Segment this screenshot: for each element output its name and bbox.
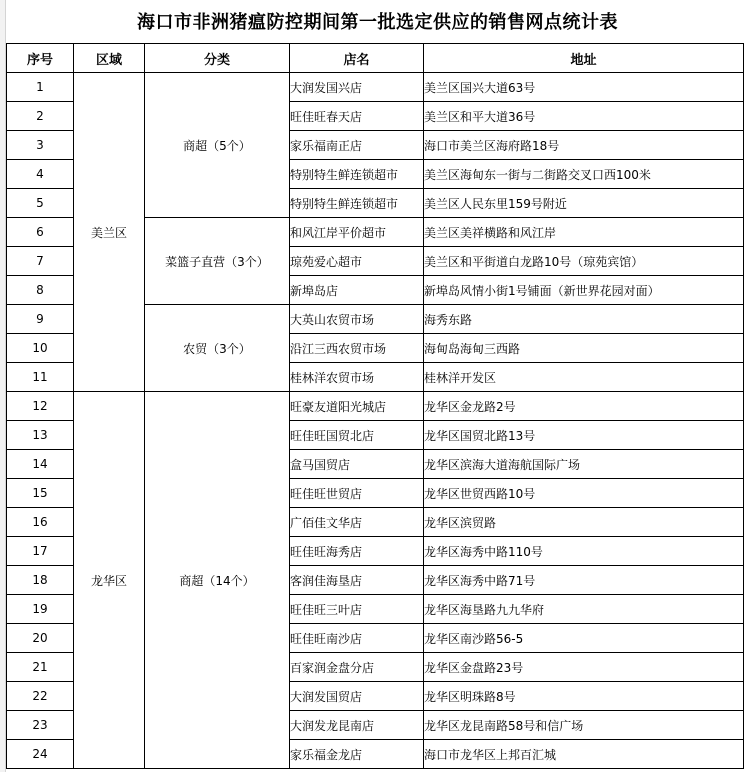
cell-serial-no[interactable]: 2 xyxy=(7,102,74,131)
cell-store-name[interactable]: 大润发国兴店 xyxy=(290,73,424,102)
cell-address[interactable]: 龙华区世贸西路10号 xyxy=(424,479,744,508)
cell-serial-no[interactable]: 7 xyxy=(7,247,74,276)
cell-store-name[interactable]: 旺豪友道阳光城店 xyxy=(290,392,424,421)
cell-address[interactable]: 海口市美兰区海府路18号 xyxy=(424,131,744,160)
cell-address[interactable]: 龙华区南沙路56-5 xyxy=(424,624,744,653)
cell-store-name[interactable]: 家乐福南正店 xyxy=(290,131,424,160)
cell-store-name[interactable]: 特别特生鲜连锁超市 xyxy=(290,160,424,189)
cell-address[interactable]: 美兰区国兴大道63号 xyxy=(424,73,744,102)
cell-store-name[interactable]: 特别特生鲜连锁超市 xyxy=(290,189,424,218)
cell-category[interactable]: 商超（14个） xyxy=(145,392,290,769)
cell-category[interactable]: 农贸（3个） xyxy=(145,305,290,392)
cell-serial-no[interactable]: 24 xyxy=(7,740,74,769)
cell-address[interactable]: 龙华区海秀中路71号 xyxy=(424,566,744,595)
cell-serial-no[interactable]: 11 xyxy=(7,363,74,392)
cell-address[interactable]: 龙华区金龙路2号 xyxy=(424,392,744,421)
cell-address[interactable]: 美兰区人民东里159号附近 xyxy=(424,189,744,218)
cell-store-name[interactable]: 旺佳旺南沙店 xyxy=(290,624,424,653)
cell-address[interactable]: 桂林洋开发区 xyxy=(424,363,744,392)
cell-store-name[interactable]: 新埠岛店 xyxy=(290,276,424,305)
cell-serial-no[interactable]: 16 xyxy=(7,508,74,537)
cell-address[interactable]: 美兰区海甸东一街与二街路交叉口西100米 xyxy=(424,160,744,189)
cell-region[interactable]: 龙华区 xyxy=(74,392,145,769)
cell-serial-no[interactable]: 14 xyxy=(7,450,74,479)
cell-serial-no[interactable]: 8 xyxy=(7,276,74,305)
cell-serial-no[interactable]: 10 xyxy=(7,334,74,363)
cell-address[interactable]: 龙华区国贸北路13号 xyxy=(424,421,744,450)
cell-store-name[interactable]: 广佰佳文华店 xyxy=(290,508,424,537)
outlet-table xyxy=(6,43,744,769)
cell-store-name[interactable]: 盒马国贸店 xyxy=(290,450,424,479)
cell-store-name[interactable]: 大英山农贸市场 xyxy=(290,305,424,334)
cell-store-name[interactable]: 旺佳旺海秀店 xyxy=(290,537,424,566)
cell-serial-no[interactable]: 3 xyxy=(7,131,74,160)
cell-address[interactable]: 海口市龙华区上邦百汇城 xyxy=(424,740,744,769)
header-cell-no[interactable]: 序号 xyxy=(7,44,74,73)
cell-address[interactable]: 龙华区海垦路九九华府 xyxy=(424,595,744,624)
cell-serial-no[interactable]: 6 xyxy=(7,218,74,247)
header-cell-address[interactable]: 地址 xyxy=(424,44,744,73)
cell-store-name[interactable]: 百家润金盘分店 xyxy=(290,653,424,682)
cell-address[interactable]: 新埠岛风情小街1号铺面（新世界花园对面） xyxy=(424,276,744,305)
table-row xyxy=(7,73,744,102)
cell-serial-no[interactable]: 23 xyxy=(7,711,74,740)
cell-store-name[interactable]: 家乐福金龙店 xyxy=(290,740,424,769)
cell-store-name[interactable]: 沿江三西农贸市场 xyxy=(290,334,424,363)
cell-address[interactable]: 海甸岛海甸三西路 xyxy=(424,334,744,363)
cell-store-name[interactable]: 和风江岸平价超市 xyxy=(290,218,424,247)
cell-address[interactable]: 龙华区金盘路23号 xyxy=(424,653,744,682)
header-cell-category[interactable]: 分类 xyxy=(145,44,290,73)
sheet-title: 海口市非洲猪瘟防控期间第一批选定供应的销售网点统计表 xyxy=(137,12,618,33)
cell-address[interactable]: 美兰区美祥横路和风江岸 xyxy=(424,218,744,247)
cell-address[interactable]: 龙华区海秀中路110号 xyxy=(424,537,744,566)
cell-region[interactable]: 美兰区 xyxy=(74,73,145,392)
header-cell-store-name[interactable]: 店名 xyxy=(290,44,424,73)
cell-address[interactable]: 美兰区和平大道36号 xyxy=(424,102,744,131)
cell-category[interactable]: 菜篮子直营（3个） xyxy=(145,218,290,305)
header-row xyxy=(7,44,744,73)
cell-store-name[interactable]: 旺佳旺春天店 xyxy=(290,102,424,131)
cell-serial-no[interactable]: 18 xyxy=(7,566,74,595)
cell-category[interactable]: 商超（5个） xyxy=(145,73,290,218)
cell-serial-no[interactable]: 9 xyxy=(7,305,74,334)
cell-address[interactable]: 龙华区明珠路8号 xyxy=(424,682,744,711)
cell-serial-no[interactable]: 22 xyxy=(7,682,74,711)
cell-store-name[interactable]: 大润发国贸店 xyxy=(290,682,424,711)
cell-store-name[interactable]: 大润发龙昆南店 xyxy=(290,711,424,740)
cell-store-name[interactable]: 旺佳旺国贸北店 xyxy=(290,421,424,450)
cell-address[interactable]: 龙华区滨贸路 xyxy=(424,508,744,537)
cell-store-name[interactable]: 桂林洋农贸市场 xyxy=(290,363,424,392)
table-row xyxy=(7,392,744,421)
cell-address[interactable]: 海秀东路 xyxy=(424,305,744,334)
cell-serial-no[interactable]: 17 xyxy=(7,537,74,566)
cell-address[interactable]: 美兰区和平街道白龙路10号（琼苑宾馆） xyxy=(424,247,744,276)
cell-store-name[interactable]: 琼苑爱心超市 xyxy=(290,247,424,276)
header-cell-area[interactable]: 区域 xyxy=(74,44,145,73)
cell-serial-no[interactable]: 19 xyxy=(7,595,74,624)
cell-address[interactable]: 龙华区龙昆南路58号和信广场 xyxy=(424,711,744,740)
cell-serial-no[interactable]: 13 xyxy=(7,421,74,450)
cell-serial-no[interactable]: 21 xyxy=(7,653,74,682)
cell-serial-no[interactable]: 4 xyxy=(7,160,74,189)
cell-address[interactable]: 龙华区滨海大道海航国际广场 xyxy=(424,450,744,479)
cell-serial-no[interactable]: 20 xyxy=(7,624,74,653)
cell-serial-no[interactable]: 5 xyxy=(7,189,74,218)
cell-store-name[interactable]: 旺佳旺世贸店 xyxy=(290,479,424,508)
cell-serial-no[interactable]: 12 xyxy=(7,392,74,421)
cell-store-name[interactable]: 客润佳海垦店 xyxy=(290,566,424,595)
cell-serial-no[interactable]: 15 xyxy=(7,479,74,508)
cell-serial-no[interactable]: 1 xyxy=(7,73,74,102)
cell-store-name[interactable]: 旺佳旺三叶店 xyxy=(290,595,424,624)
